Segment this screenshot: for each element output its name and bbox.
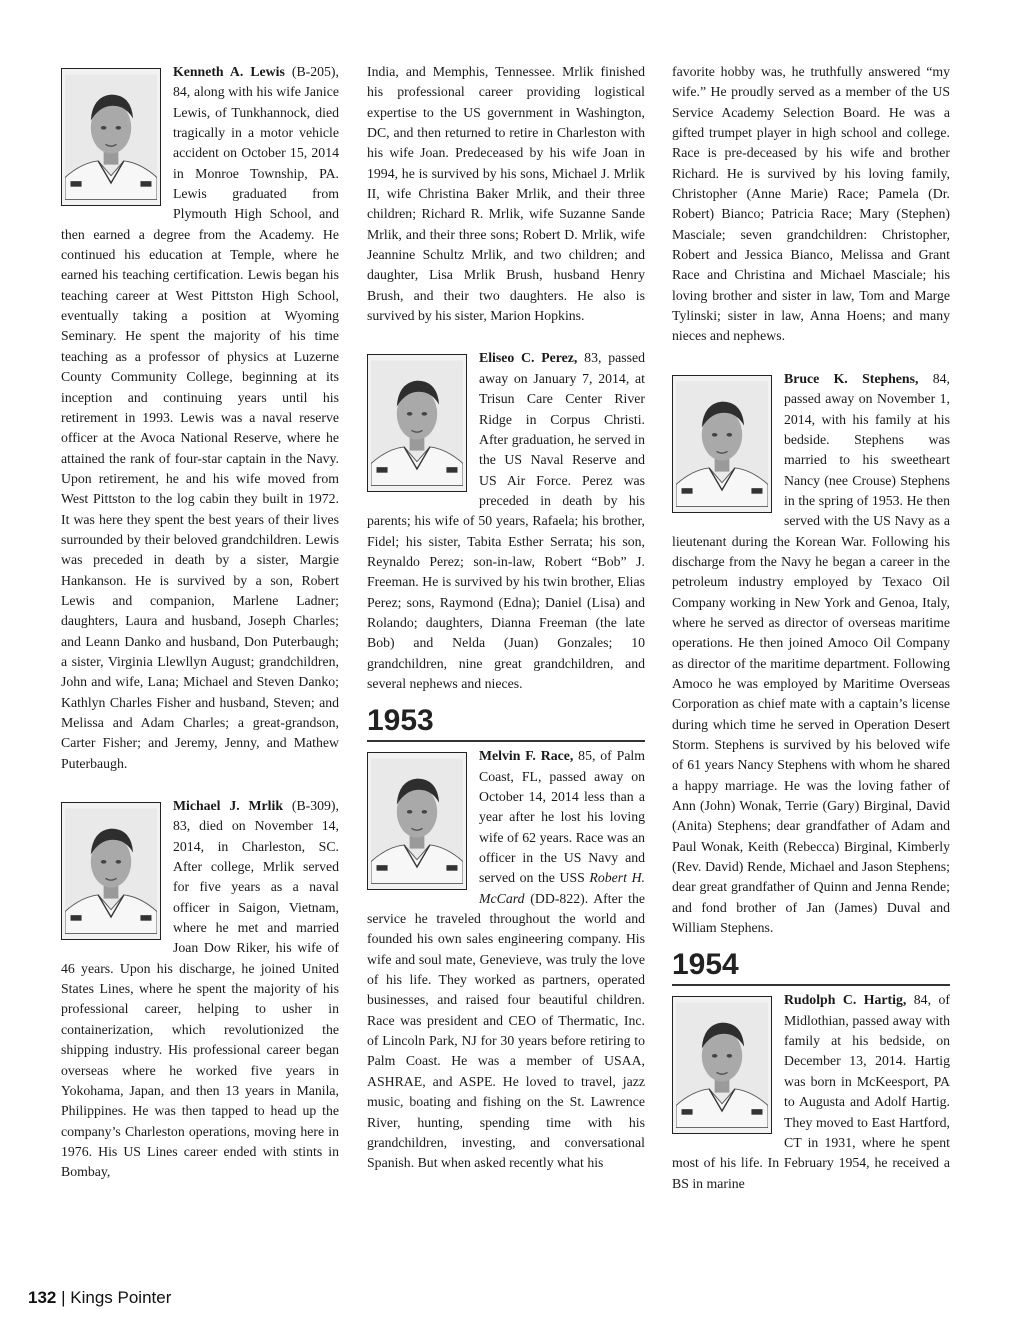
name-race: Melvin F. Race, [479,748,574,764]
text-mrlik-part2: India, and Memphis, Tennessee. Mrlik finished his professional career providing logistical expertise to the US government in Washington, DC, and then returned to retire in Charleston with his wife Joan. Predeceased by his wife Joan in 1994, he is survived by his sons, Michael J. Mrlik II, wife Christina Baker Mrlik, and their three children; Richard R. Mrlik, wife Suzanne Sande Mrlik, and their three sons; Robert D. Mrlik, wife Jeannine Schultz Mrlik, and two children; and daughter, Lisa Mrlik Brush, husband Henry Brush, and their two daughters. He also is survived by his sister, Marion Hopkins. [367,64,645,324]
obituary-lewis [61,62,339,774]
column-1 [61,62,339,1183]
obituary-race-continued [672,62,950,347]
obituary-race [367,746,645,1173]
portrait-photo-stephens [672,375,772,513]
text-stephens: 84, passed away on November 1, 2014, with his family at his bedside. Stephens was married to his sweetheart Nancy (nee Crouse) Stephens in the spring of 1953. He then served with the US Navy as a lieutenant during the Korean War. Following his discharge from the Navy he began a career in the petroleum industry employed by Texaco Oil Company working in New York and Genoa, Italy, where he served as director of overseas maritime operations. He then joined Amoco Oil Company as director of the maritime department. Following Amoco he was employed by Maritime Overseas Corporation as chief mate with a captain’s license during which time he served in Operation Desert Storm. Stephens is survived by his beloved wife of 61 years Nancy Stephens with whom he shared a happy marriage. He was the loving father of Ann (John) Wonak, Terrie (Gary) Birginal, David (Anita) Stephens; dear grandfather of Adam and Paul Wonak, Keith (Rebecca) Birginal, Kimberly (Rev. David) Rende, Michael and Jason Stephens; dear great grandfather of Quinn and Jenna Rende; and fond brother of Jan (James) Duval and William Stephens. [672,370,950,936]
text-lewis: (B-205), 84, along with his wife Janice Lewis, of Tunkhannock, died tragically in a motor vehicle accident on October 15, 2014 in Monroe Township, PA. Lewis graduated from Plymouth High School, and then earned a degree from the Academy. He continued his education at Temple, where he earned his teaching certification. Lewis began his teaching career at West Pittston High School, eventually taking a position at Wyoming Seminary. He spent the majority of his time teaching as a professor of physics at Luzerne County Community College, beginning at its inception and continuing years until his retirement in 1993. Lewis was a naval reserve officer at the Avoca National Reserve, where he attained the rank of four-star captain in the Navy. Upon retirement, he and his wife moved from West Pittston to the log cabin they built in 1972. It was here they spent the best years of their lives surrounded by their beloved grandchildren. Lewis was preceded in death by a sister, Margie Hankanson. He is survived by a son, Robert Lewis and companion, Marlene Ladner; daughters, Laura and husband, Joseph Charles; and Leann Danko and husband, Don Puterbaugh; a sister, Virginia Llewllyn August; grandchildren, John and wife, Lana; Michael and Steven Danko; Kathlyn Charles Fisher and husband, Steven; and Melissa and Adam Charles; a great-grandson, Carter Fisher; and Jeremy, Jenny, and Mathew Puterbaugh. [61,64,339,771]
text-race-part2: favorite hobby was, he truthfully answered “my wife.” He proudly served as a member of the US Service Academy Selection Board. He was a gifted trumpet player in high school and college. Race is pre-deceased by his wife and brother Richard. He is survived by his loving family, Christopher (Anne Marie) Race; Pamela (Dr. Robert) Bianco; Patricia Race; Mary (Stephen) Masciale; seven grandchildren: Christopher, Robert and Jessica Bianco, Melissa and Grant Race and Christina and Michael Masciale; his loving brother and sister in law, Tom and Marge Tylinski; sister in law, Anna Hoens; and many nieces and nephews. [672,64,950,344]
obituary-stephens [672,369,950,939]
obituary-mrlik [61,796,339,1183]
year-heading-1953: 1953 [367,704,645,742]
column-2 [367,62,645,1174]
text-race-part1: (DD-822). After the service he traveled throughout the world and founded his own sales engineering company. His wife and soul mate, Genevieve, was truly the love of his life. They worked as partners, operated businesses, and raised four beautiful children. Race was president and CEO of Thermatic, Inc. of Lincoln Park, NJ for 30 years before retiring to Palm Coast. He was a member of USAA, ASHRAE, and ASPE. He loved to travel, jazz music, boating and fishing on the St. Lawrence River, hunting, spending time with his grandchildren, investing, and conversational Spanish. But when asked recently what his [367,890,645,1171]
text-hartig: 84, of Midlothian, passed away with family at his bedside, on December 13, 2014. Hartig was born in McKeesport, PA to Augusta and Adolf Hartig. They moved to East Hartford, CT in 1931, where he spent most of his life. In February 1954, he received a BS in marine [672,992,950,1191]
text-race-intro: 85, of Palm Coast, FL, passed away on October 14, 2014 less than a year after he lost his loving wife of 62 years. Race was an officer in the US Navy and served on the USS [479,748,646,886]
portrait-photo-mrlik [61,802,161,940]
page-footer [28,1288,171,1308]
name-perez: Eliseo C. Perez, [479,350,578,366]
portrait-photo-race [367,752,467,890]
obituary-perez [367,348,645,694]
name-hartig: Rudolph C. Hartig, [784,992,907,1008]
publication-name: Kings Pointer [70,1288,172,1307]
year-heading-1954: 1954 [672,948,950,986]
text-perez: 83, passed away on January 7, 2014, at Trisun Care Center River Ridge in Corpus Christi. After graduation, he served in the US Naval Reserve and US Air Force. Perez was preceded in death by his parents; his wife of 50 years, Rafaela; his brother, Fidel; his sister, Tabita Esther Serrata; his son, Reynaldo Perez; son-in-law, Robert “Bob” J. Freeman. He is survived by his twin brother, Elias Perez; sons, Raymond (Edna); Daniel (Lisa) and Rolando; daughters, Dianna Freeman (the late Bob) and Nelda (Juan) Gonzales; 10 grandchildren, nine great grandchildren, and several nephews and nieces. [367,350,645,691]
portrait-photo-lewis [61,68,161,206]
name-lewis: Kenneth A. Lewis [173,64,285,79]
page-number: 132 [28,1288,57,1307]
column-3 [672,62,950,1194]
ship-name: Robert H. McCard [479,870,645,906]
obituary-mrlik-continued [367,62,645,326]
name-mrlik: Michael J. Mrlik [173,798,284,814]
footer-separator: | [56,1288,71,1307]
portrait-photo-perez [367,354,467,492]
name-stephens: Bruce K. Stephens, [784,370,919,386]
portrait-photo-hartig [672,996,772,1134]
obituary-hartig [672,990,950,1193]
text-mrlik-part1: (B-309), 83, died on November 14, 2014, in Charleston, SC. After college, Mrlik served for five years as a naval officer in Saigon, Vietnam, where he met and married Joan Dow Riker, his wife of 46 years. Upon his discharge, he joined United States Lines, where he spent the majority of his professional career, helping to usher in containerization, which revolutionized the shipping industry. His professional career began overseas where he worked five years in Yokohama, Japan, and then 13 years in Manila, Philippines. He was then tapped to head up the company’s Charleston operations, moving here in 1976. His US Lines career ended with stints in Bombay, [61,798,339,1180]
